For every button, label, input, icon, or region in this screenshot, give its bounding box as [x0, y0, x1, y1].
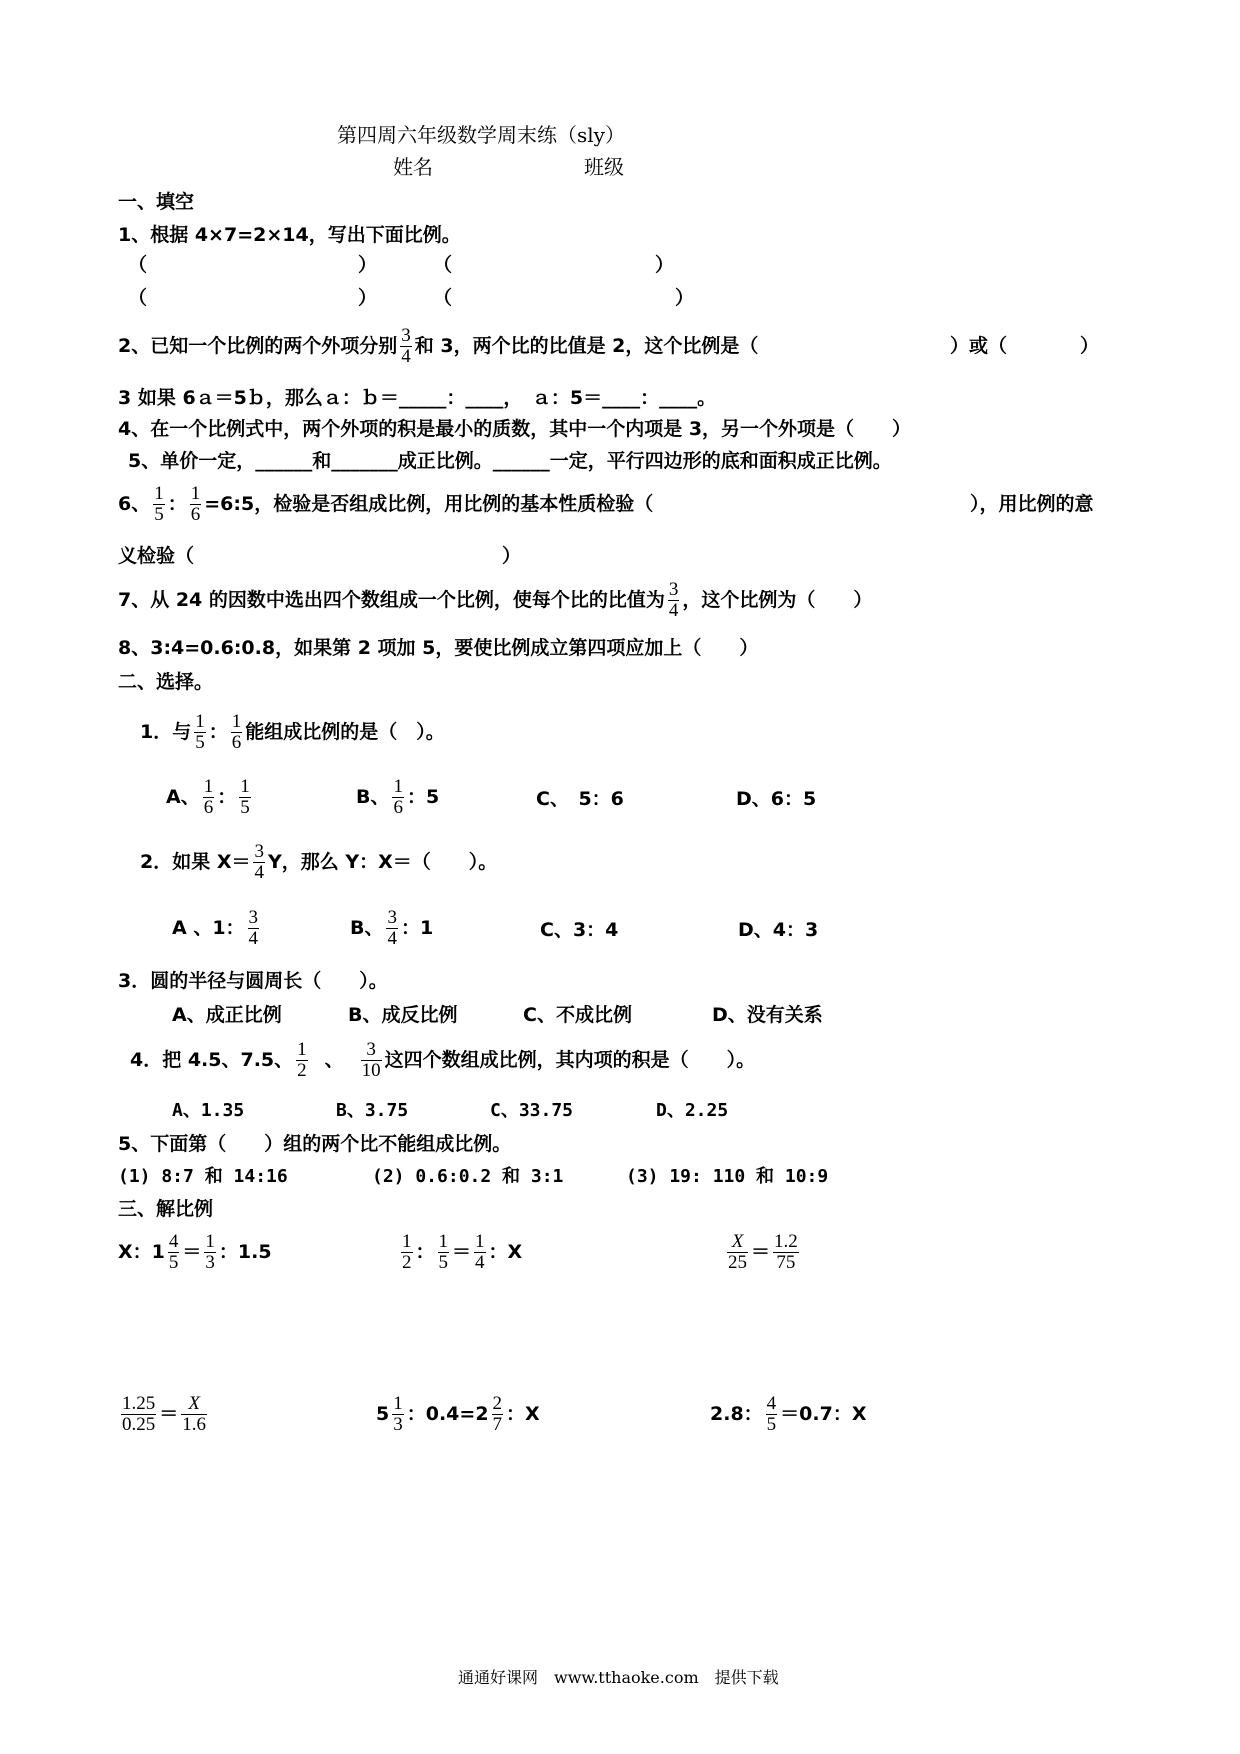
- equation-3: $\frac{X}{25}$ ＝ $\frac{1.2}{75}$: [728, 1231, 798, 1273]
- choice-5-group-1: (1) 8:7 和 14:16: [118, 1166, 288, 1187]
- fraction-1.25-0.25: $\frac{1.25}{0.25}$: [122, 1393, 156, 1435]
- paren-close: ）: [502, 545, 522, 567]
- paren-close: ）: [675, 287, 695, 309]
- choice-1-option-b: B、 $\frac{1}{6}$ ：5: [356, 776, 440, 818]
- choice-2-option-b: B、 $\frac{3}{4}$ ：1: [350, 907, 434, 949]
- choice-3: 3．圆的半径与圆周长（ ）。: [118, 970, 388, 992]
- choice-3-option-c: C、不成比例: [523, 1004, 632, 1026]
- choice-2-option-c: C、3：4: [540, 919, 619, 941]
- q6-continued: ），用比例的意: [970, 493, 1094, 515]
- footer-source: 通通好课网 www.tthaoke.com 提供下载: [458, 1668, 779, 1687]
- choice-4-option-c: C、33.75: [490, 1100, 574, 1121]
- name-label: 姓名: [393, 155, 433, 179]
- choice-5-group-2: (2) 0.6:0.2 和 3:1: [372, 1166, 564, 1187]
- paren-close: ）: [655, 254, 675, 276]
- equation-4: $\frac{1.25}{0.25}$ ＝ $\frac{X}{1.6}$: [122, 1393, 207, 1435]
- question-8: 8、3:4=0.6:0.8，如果第 2 项加 5，要使比例成立第四项应加上（ ）: [118, 637, 759, 659]
- fraction-1-5: $\frac{1}{5}$: [154, 483, 164, 525]
- class-label: 班级: [584, 155, 624, 179]
- fraction-1-4: $\frac{1}{4}$: [475, 1231, 485, 1273]
- fraction-x-1.6: $\frac{X}{1.6}$: [182, 1393, 207, 1435]
- choice-3-option-a: A、成正比例: [172, 1004, 282, 1026]
- question-3: 3 如果 6ａ＝5ｂ，那么ａ：ｂ＝_____：____， ａ：5＝____：____。: [118, 387, 717, 409]
- choice-2-option-a: A 、1： $\frac{3}{4}$: [172, 907, 259, 949]
- paren-open: （: [433, 254, 453, 276]
- choice-2: 2．如果 X＝ $\frac{3}{4}$ Y，那么 Y：X＝（ ）。: [140, 841, 498, 883]
- fraction-4-5: $\frac{4}{5}$: [168, 1231, 179, 1273]
- fraction-1-6: $\frac{1}{6}$: [393, 776, 403, 818]
- fraction-1-6: $\frac{1}{6}$: [231, 711, 242, 753]
- q2-text: 2、已知一个比例的两个外项分别: [118, 335, 398, 357]
- choice-1-option-d: D、6：5: [736, 788, 817, 810]
- paren-open: （: [128, 254, 148, 276]
- fraction-3-4: $\frac{3}{4}$: [248, 907, 259, 949]
- choice-4-option-d: D、2.25: [656, 1100, 729, 1121]
- fraction-1-6: $\frac{1}{6}$: [190, 483, 201, 525]
- paren-close: ）: [358, 254, 378, 276]
- fraction-3-4: $\frac{3}{4}$: [254, 841, 264, 883]
- page-title: 第四周六年级数学周末练（sly）: [337, 123, 625, 147]
- equation-6: 2.8： $\frac{4}{5}$ ＝0.7：X: [710, 1393, 867, 1435]
- choice-4: 4．把 4.5、7.5、 $\frac{1}{2}$ 、 $\frac{3}{10}$ 这四个数组成比例，其内项的积是（ ）。: [130, 1039, 756, 1081]
- paren-close: ）: [358, 287, 378, 309]
- question-7: 7、从 24 的因数中选出四个数组成一个比例，使每个比的比值为 $\frac{3}{4}$ ，这个比例为（ ）: [118, 579, 873, 621]
- fraction-3-10: $\frac{3}{10}$: [361, 1039, 381, 1081]
- fraction-2-7: $\frac{2}{7}$: [492, 1393, 503, 1435]
- q2-or: ）或（: [950, 335, 1008, 357]
- question-2: 2、已知一个比例的两个外项分别 $\frac{3}{4}$ 和 3，两个比的比值是 2，这个比例是（: [118, 325, 759, 367]
- fraction-1-6: $\frac{1}{6}$: [203, 776, 214, 818]
- section-solve-proportion: 三、解比例: [118, 1198, 214, 1220]
- choice-1-option-c: C、 5：6: [536, 788, 624, 810]
- choice-5-group-3: (3) 19: 110 和 10:9: [626, 1166, 829, 1187]
- fraction-1-3: $\frac{1}{3}$: [393, 1393, 403, 1435]
- fraction-1-3: $\frac{1}{3}$: [205, 1231, 215, 1273]
- equation-2: $\frac{1}{2}$ ： $\frac{1}{5}$ ＝ $\frac{1}{4}$ ：X: [402, 1231, 523, 1273]
- question-1: 1、根据 4×7=2×14，写出下面比例。: [118, 224, 461, 246]
- choice-2-option-d: D、4：3: [738, 919, 819, 941]
- fraction-3-4: $\frac{3}{4}$: [401, 325, 411, 367]
- fraction-1.2-75: $\frac{1.2}{75}$: [774, 1231, 798, 1273]
- fraction-3-4: $\frac{3}{4}$: [387, 907, 397, 949]
- choice-1: 1．与 $\frac{1}{5}$ ： $\frac{1}{6}$ 能组成比例的是（ ）。: [140, 711, 445, 753]
- choice-1-option-a: A、 $\frac{1}{6}$ ： $\frac{1}{5}$: [166, 776, 250, 818]
- fraction-3-4: $\frac{3}{4}$: [668, 579, 679, 621]
- choice-3-option-b: B、成反比例: [348, 1004, 458, 1026]
- fraction-1-5: $\frac{1}{5}$: [195, 711, 205, 753]
- section-choice: 二、选择。: [118, 671, 214, 693]
- paren-open: （: [128, 287, 148, 309]
- q6-meaning: 义检验（: [118, 545, 195, 567]
- equation-5: 5 $\frac{1}{3}$ ：0.4=2 $\frac{2}{7}$ ：X: [376, 1393, 540, 1435]
- section-fill-blank: 一、填空: [118, 191, 195, 213]
- paren-close: ）: [1080, 335, 1100, 357]
- fraction-4-5: $\frac{4}{5}$: [766, 1393, 777, 1435]
- fraction-1-2: $\frac{1}{2}$: [402, 1231, 412, 1273]
- question-4: 4、在一个比例式中，两个外项的积是最小的质数，其中一个内项是 3，另一个外项是（ ）: [118, 418, 912, 440]
- fraction-1-5: $\frac{1}{5}$: [438, 1231, 449, 1273]
- fraction-1-5: $\frac{1}{5}$: [240, 776, 250, 818]
- question-6: 6、 $\frac{1}{5}$ ： $\frac{1}{6}$ =6:5，检验是否组成比例，用比例的基本性质检验（: [118, 483, 654, 525]
- fraction-x-25: $\frac{X}{25}$: [728, 1231, 747, 1273]
- choice-4-option-a: A、1.35: [172, 1100, 245, 1121]
- paren-open: （: [433, 287, 453, 309]
- equation-1: X：1 $\frac{4}{5}$ ＝ $\frac{1}{3}$ ：1.5: [118, 1231, 272, 1273]
- choice-4-option-b: B、3.75: [336, 1100, 409, 1121]
- choice-5: 5、下面第（ ）组的两个比不能组成比例。: [118, 1133, 512, 1155]
- fraction-1-2: $\frac{1}{2}$: [297, 1039, 307, 1081]
- choice-3-option-d: D、没有关系: [712, 1004, 823, 1026]
- question-5: 5、单价一定，______和_______成正比例。______一定，平行四边形的底和面积成正比例。: [128, 450, 892, 472]
